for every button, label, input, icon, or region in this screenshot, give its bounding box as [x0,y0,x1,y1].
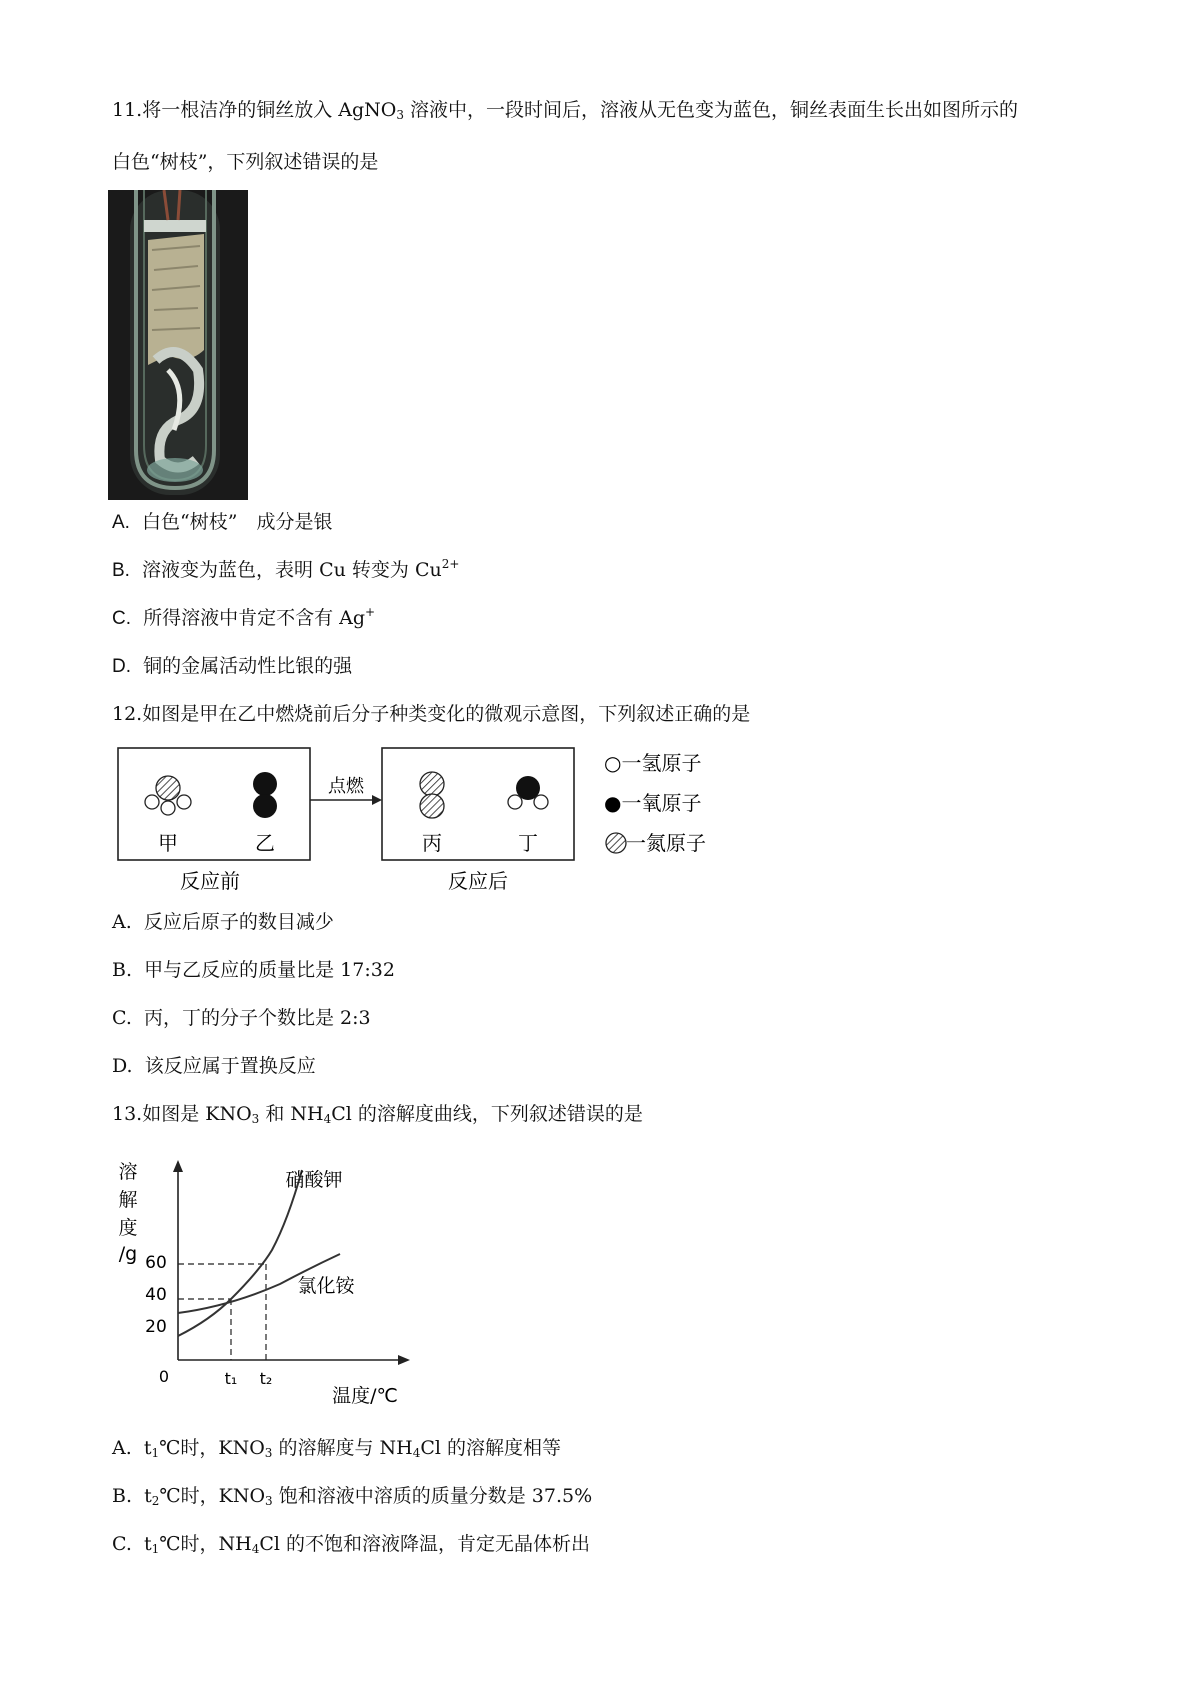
ylabel-char-4: /g [118,1243,138,1265]
y-tick-60: 60 [145,1253,167,1273]
test-tube-photo [108,190,248,500]
legend-nitrogen: 一氮原子 [626,831,706,855]
x-tick-t2: t₂ [259,1369,273,1388]
q11-option-b: B. 溶液变为蓝色，表明 Cu 转变为 $Cu^{2+}$ [112,557,460,581]
molecule-bing [420,772,444,818]
q12-option-b: B. 甲与乙反应的质量比是 17:32 [112,959,395,981]
after-caption: 反应后 [448,869,508,893]
q12-stem: 12.如图是甲在乙中燃烧前后分子种类变化的微观示意图，下列叙述正确的是 [112,703,751,725]
q12-option-a: A. 反应后原子的数目减少 [112,911,334,933]
solubility-chart [110,1150,440,1410]
label-yi: 乙 [255,831,275,855]
q11-option-a: A. 白色“树枝” 成分是银 [112,511,333,533]
x-axis-label: 温度/℃ [332,1385,398,1407]
q11-stem-line1: 11.将一根洁净的铜丝放入 AgNO$_3$ 溶液中，一段时间后，溶液从无色变为蓝色，铜丝表面生长出如图所示的 [112,99,1019,122]
ylabel-char-1: 溶 [118,1161,138,1183]
q11-option-d: D. 铜的金属活动性比银的强 [112,655,353,677]
curve-kno3 [178,1170,302,1336]
q11-option-c: C. 所得溶液中肯定不含有 Ag+ [112,605,376,629]
legend-oxygen: ●一氧原子 [604,791,702,815]
label-ding: 丁 [518,831,538,855]
q12-option-d: D. 该反应属于置换反应 [112,1055,316,1077]
molecule-ding [508,776,548,809]
label-jia: 甲 [158,831,178,855]
origin-label: 0 [158,1367,170,1386]
legend-hydrogen: ○一氢原子 [604,751,702,775]
label-bing: 丙 [422,831,442,855]
q13-option-a: A. $t_1℃$时，$KNO_3$ 的溶解度与 $NH_4Cl$ 的溶解度相等 [112,1437,562,1460]
molecule-yi [253,772,277,818]
legend-nitrogen-symbol [606,833,626,853]
ylabel-char-3: 度 [118,1217,138,1239]
before-caption: 反应前 [180,869,240,893]
reaction-diagram [110,740,730,900]
q11-stem-line2: 白色“树枝”，下列叙述错误的是 [112,151,379,173]
molecule-jia [145,776,191,815]
q13-option-b: B. $t_2℃$时，$KNO_3$ 饱和溶液中溶质的质量分数是 37.5% [112,1485,593,1508]
ylabel-char-2: 解 [118,1189,138,1211]
q13-option-c: C. $t_1℃$时，$NH_4Cl$ 的不饱和溶液降温，肯定无晶体析出 [112,1533,591,1556]
series-label-nh4cl: 氯化铵 [297,1275,355,1297]
arrow-label: 点燃 [328,776,364,797]
series-label-kno3: 硝酸钾 [285,1169,343,1191]
q13-stem: 13.如图是 $KNO_3$ 和 $NH_4Cl$ 的溶解度曲线，下列叙述错误的是 [112,1103,643,1126]
y-tick-40: 40 [145,1285,167,1305]
y-tick-20: 20 [145,1317,167,1337]
q12-option-c: C. 丙，丁的分子个数比是 2:3 [112,1007,371,1029]
x-tick-t1: t₁ [224,1369,238,1388]
